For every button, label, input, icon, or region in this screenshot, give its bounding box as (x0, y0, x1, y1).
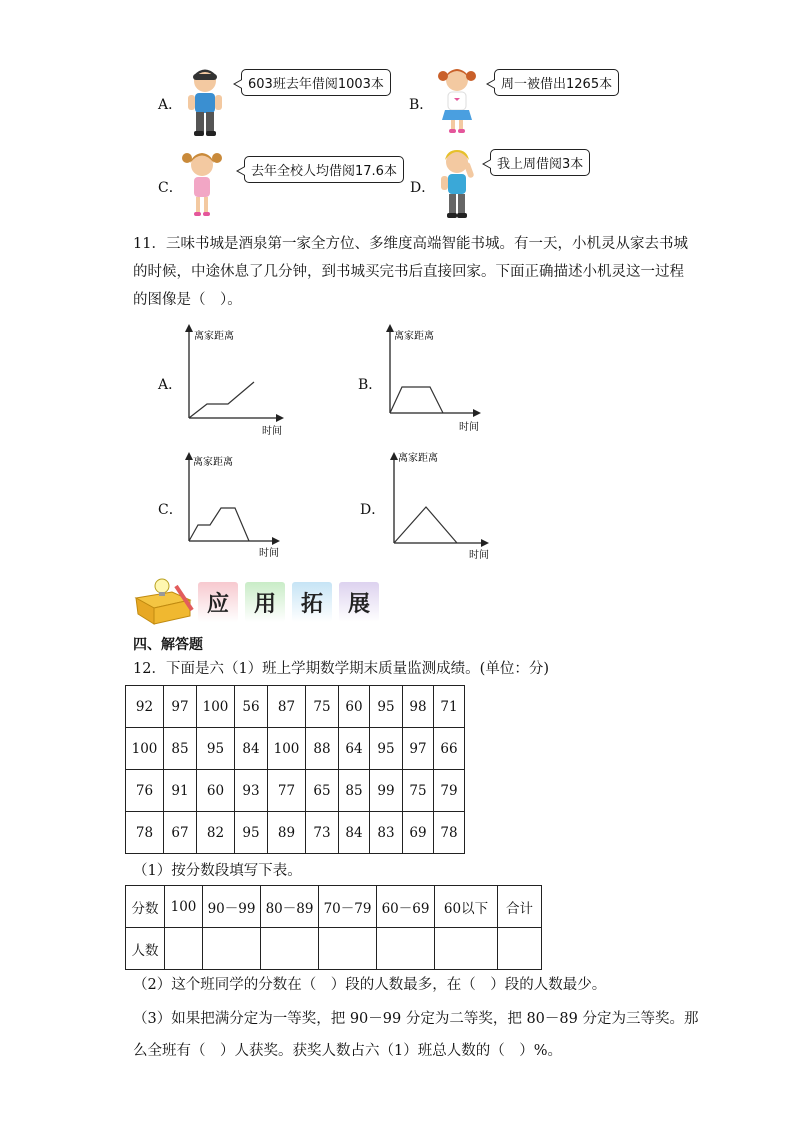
q12-part2: （2）这个班同学的分数在（ ）段的人数最多，在（ ）段的人数最少。 (133, 977, 607, 993)
freq-header-cell: 60以下 (435, 886, 498, 928)
score-cell: 60 (197, 770, 235, 812)
score-cell: 91 (164, 770, 197, 812)
score-cell: 88 (306, 728, 339, 770)
graph-a (180, 322, 290, 437)
option-d-letter: D． (410, 180, 436, 196)
scores-row (126, 812, 465, 854)
scores-row (126, 770, 465, 812)
boy-avatar-icon (183, 68, 227, 138)
score-cell: 84 (235, 728, 268, 770)
banner-tile-4 (339, 582, 379, 622)
score-cell: 73 (306, 812, 339, 854)
score-cell: 84 (339, 812, 370, 854)
score-cell: 100 (197, 686, 235, 728)
score-cell: 97 (403, 728, 434, 770)
scores-table (125, 685, 465, 854)
banner-tile-1 (198, 582, 238, 622)
score-cell: 100 (126, 728, 164, 770)
score-cell: 85 (164, 728, 197, 770)
scores-row (126, 728, 465, 770)
freq-answer-cell[interactable] (319, 928, 377, 970)
graph-a-letter: A． (158, 377, 183, 393)
freq-header-cell: 80－89 (261, 886, 319, 928)
score-cell: 89 (268, 812, 306, 854)
score-cell: 92 (126, 686, 164, 728)
score-cell: 56 (235, 686, 268, 728)
girl-avatar-icon (436, 66, 478, 136)
score-cell: 64 (339, 728, 370, 770)
option-b-bubble: 周一被借出1265本 (494, 69, 619, 96)
banner-tile-2 (245, 582, 285, 622)
q12-part1: （1）按分数段填写下表。 (133, 863, 302, 879)
score-cell: 95 (235, 812, 268, 854)
score-cell: 97 (164, 686, 197, 728)
option-b-letter: B． (409, 97, 434, 113)
freq-answer-cell[interactable] (261, 928, 319, 970)
q11-text (133, 230, 693, 314)
graph-b-letter: B． (358, 377, 383, 393)
graph-b (381, 322, 491, 437)
graph-c-xlabel: 时间 (259, 548, 279, 559)
banner-char-4: 展 (347, 591, 370, 617)
freq-header-cell: 100 (165, 886, 203, 928)
graph-a-ylabel: 离家距离 (194, 331, 234, 342)
freq-header-cell: 60－69 (377, 886, 435, 928)
frequency-header-row (126, 886, 542, 928)
graph-c (180, 448, 290, 563)
freq-row-label: 人数 (126, 928, 165, 970)
score-cell: 75 (306, 686, 339, 728)
scores-row (126, 686, 465, 728)
graph-d-line (394, 507, 457, 543)
freq-header-cell: 分数 (126, 886, 165, 928)
toolbox-lightbulb-icon (132, 576, 196, 626)
option-a-letter: A． (158, 97, 183, 113)
score-cell: 75 (403, 770, 434, 812)
score-cell: 100 (268, 728, 306, 770)
banner-char-1: 应 (206, 591, 229, 617)
frequency-count-row (126, 928, 542, 970)
graph-d-xlabel: 时间 (469, 550, 489, 561)
score-cell: 82 (197, 812, 235, 854)
score-cell: 71 (434, 686, 465, 728)
freq-header-cell: 70－79 (319, 886, 377, 928)
score-cell: 83 (370, 812, 403, 854)
score-cell: 87 (268, 686, 306, 728)
freq-answer-cell[interactable] (203, 928, 261, 970)
q11-line-2: 的时候，中途休息了几分钟，到书城买完书后直接回家。下面正确描述小机灵这一过程 (133, 264, 684, 280)
freq-answer-cell[interactable] (498, 928, 542, 970)
graph-d (385, 448, 500, 563)
graph-b-line (390, 387, 443, 413)
freq-answer-cell[interactable] (165, 928, 203, 970)
score-cell: 95 (370, 686, 403, 728)
banner-char-2: 用 (253, 591, 276, 617)
banner-char-3: 拓 (300, 591, 323, 617)
graph-c-ylabel: 离家距离 (193, 457, 233, 468)
q11-line-3: 的图像是（ ）。 (133, 292, 242, 308)
graph-b-ylabel: 离家距离 (394, 331, 434, 342)
score-cell: 67 (164, 812, 197, 854)
graph-a-xlabel: 时间 (262, 426, 282, 437)
score-cell: 98 (403, 686, 434, 728)
score-cell: 77 (268, 770, 306, 812)
option-d-bubble: 我上周借阅3本 (490, 149, 590, 176)
q12-intro: 12．下面是六（1）班上学期数学期末质量监测成绩。(单位：分) (133, 661, 549, 677)
q12-part3-line1: （3）如果把满分定为一等奖，把 90－99 分定为二等奖，把 80－89 分定为三等奖。那 (133, 1011, 699, 1027)
score-cell: 78 (126, 812, 164, 854)
score-cell: 60 (339, 686, 370, 728)
freq-header-cell: 合计 (498, 886, 542, 928)
score-cell: 95 (197, 728, 235, 770)
banner-tile-3 (292, 582, 332, 622)
girl-thinking-avatar-icon (181, 150, 223, 218)
option-a-bubble: 603班去年借阅1003本 (241, 69, 391, 96)
score-cell: 85 (339, 770, 370, 812)
option-c-bubble: 去年全校人均借阅17.6本 (244, 156, 404, 183)
freq-answer-cell[interactable] (377, 928, 435, 970)
graph-d-letter: D． (360, 502, 386, 518)
graph-a-line (189, 382, 254, 418)
freq-answer-cell[interactable] (435, 928, 498, 970)
frequency-table (125, 885, 542, 970)
score-cell: 65 (306, 770, 339, 812)
score-cell: 93 (235, 770, 268, 812)
option-c-letter: C． (158, 180, 183, 196)
score-cell: 95 (370, 728, 403, 770)
graph-b-xlabel: 时间 (459, 422, 479, 433)
freq-header-cell: 90－99 (203, 886, 261, 928)
score-cell: 78 (434, 812, 465, 854)
score-cell: 69 (403, 812, 434, 854)
score-cell: 99 (370, 770, 403, 812)
score-cell: 76 (126, 770, 164, 812)
graph-d-ylabel: 离家距离 (398, 453, 438, 464)
section-title: 四、解答题 (133, 637, 203, 653)
q11-line-1: 11．三味书城是酒泉第一家全方位、多维度高端智能书城。有一天，小机灵从家去书城 (133, 236, 688, 252)
q12-part3-line2: 么全班有（ ）人获奖。获奖人数占六（1）班总人数的（ ）%。 (133, 1043, 563, 1059)
graph-c-letter: C． (158, 502, 183, 518)
graph-c-line (189, 508, 249, 541)
score-cell: 79 (434, 770, 465, 812)
score-cell: 66 (434, 728, 465, 770)
boy-waving-avatar-icon (435, 148, 483, 220)
